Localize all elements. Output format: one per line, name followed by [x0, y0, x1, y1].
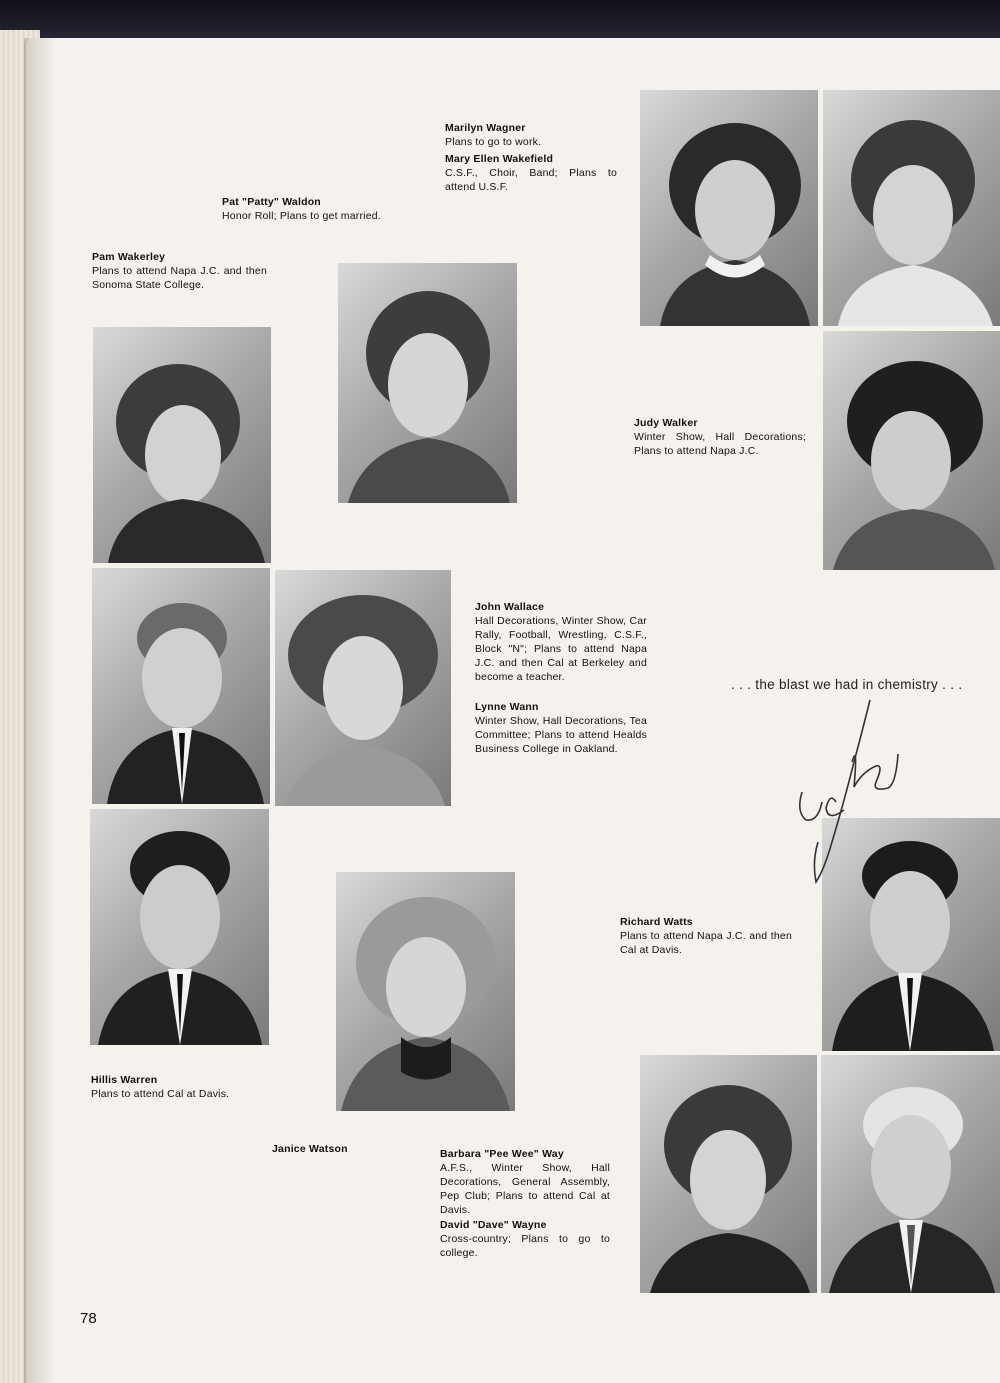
caption-john-wallace [475, 600, 647, 684]
student-name: Pam Wakerley [92, 251, 166, 263]
caption-barbara-way [440, 1147, 610, 1217]
caption-mary-ellen-wakefield [445, 152, 617, 194]
student-activities: Winter Show, Hall Decorations, Tea Committee; Plans to attend Healds Business College in Oakland. [475, 715, 647, 755]
portrait-photo-david-wayne [821, 1055, 1000, 1293]
caption-marilyn-wagner [445, 121, 617, 149]
portrait-photo-janice-watson [336, 872, 515, 1111]
caption-janice-watson [272, 1142, 392, 1156]
student-name: John Wallace [475, 601, 545, 613]
portrait-photo-judy-walker [823, 331, 1000, 570]
spine-shadow [24, 38, 54, 1383]
portrait-photo-hillis-warren [90, 809, 269, 1045]
student-name: Hillis Warren [91, 1074, 158, 1086]
portrait-photo-mary-ellen-wakefield [823, 90, 1000, 326]
student-name: Janice Watson [272, 1143, 348, 1155]
caption-judy-walker [634, 416, 806, 458]
student-activities: Plans to go to work. [445, 136, 542, 148]
portrait-photo-barbara-way [640, 1055, 817, 1293]
handwritten-signature [792, 692, 912, 892]
caption-david-wayne [440, 1218, 610, 1260]
student-activities: Honor Roll; Plans to get married. [222, 210, 381, 222]
student-activities: Plans to attend Napa J.C. and then Cal at Davis. [620, 930, 792, 956]
student-activities: Plans to attend Napa J.C. and then Sonoma State College. [92, 265, 267, 291]
page-number: 78 [80, 1310, 97, 1327]
caption-richard-watts [620, 915, 792, 957]
student-activities: C.S.F., Choir, Band; Plans to attend U.S.F. [445, 167, 617, 193]
student-activities: Plans to attend Cal at Davis. [91, 1088, 230, 1100]
portrait-photo-pat-waldon [338, 263, 517, 503]
chemistry-quote: . . . the blast we had in chemistry . . . [731, 677, 963, 692]
student-activities: A.F.S., Winter Show, Hall Decorations, General Assembly, Pep Club; Plans to attend Cal at Davis. [440, 1162, 610, 1216]
student-activities: Winter Show, Hall Decorations; Plans to attend Napa J.C. [634, 431, 806, 457]
student-name: Barbara "Pee Wee" Way [440, 1148, 564, 1160]
student-name: Marilyn Wagner [445, 122, 526, 134]
student-name: Mary Ellen Wakefield [445, 153, 554, 165]
portrait-photo-marilyn-wagner [640, 90, 818, 326]
caption-pat-waldon [222, 195, 392, 223]
student-name: Judy Walker [634, 417, 698, 429]
student-name: Lynne Wann [475, 701, 539, 713]
student-activities: Cross-country; Plans to go to college. [440, 1233, 610, 1259]
caption-lynne-wann [475, 700, 647, 756]
student-activities: Hall Decorations, Winter Show, Car Rally, Football, Wrestling, C.S.F., Block "N"; Plans to attend Napa J.C. and then Cal at Berkeley and become a teacher. [475, 615, 647, 683]
caption-pam-wakerley [92, 250, 267, 292]
portrait-photo-lynne-wann [275, 570, 451, 806]
student-name: Pat "Patty" Waldon [222, 196, 321, 208]
portrait-photo-pam-wakerley [93, 327, 271, 563]
student-name: Richard Watts [620, 916, 693, 928]
portrait-photo-john-wallace [92, 568, 270, 804]
caption-hillis-warren [91, 1073, 266, 1101]
student-name: David "Dave" Wayne [440, 1219, 547, 1231]
